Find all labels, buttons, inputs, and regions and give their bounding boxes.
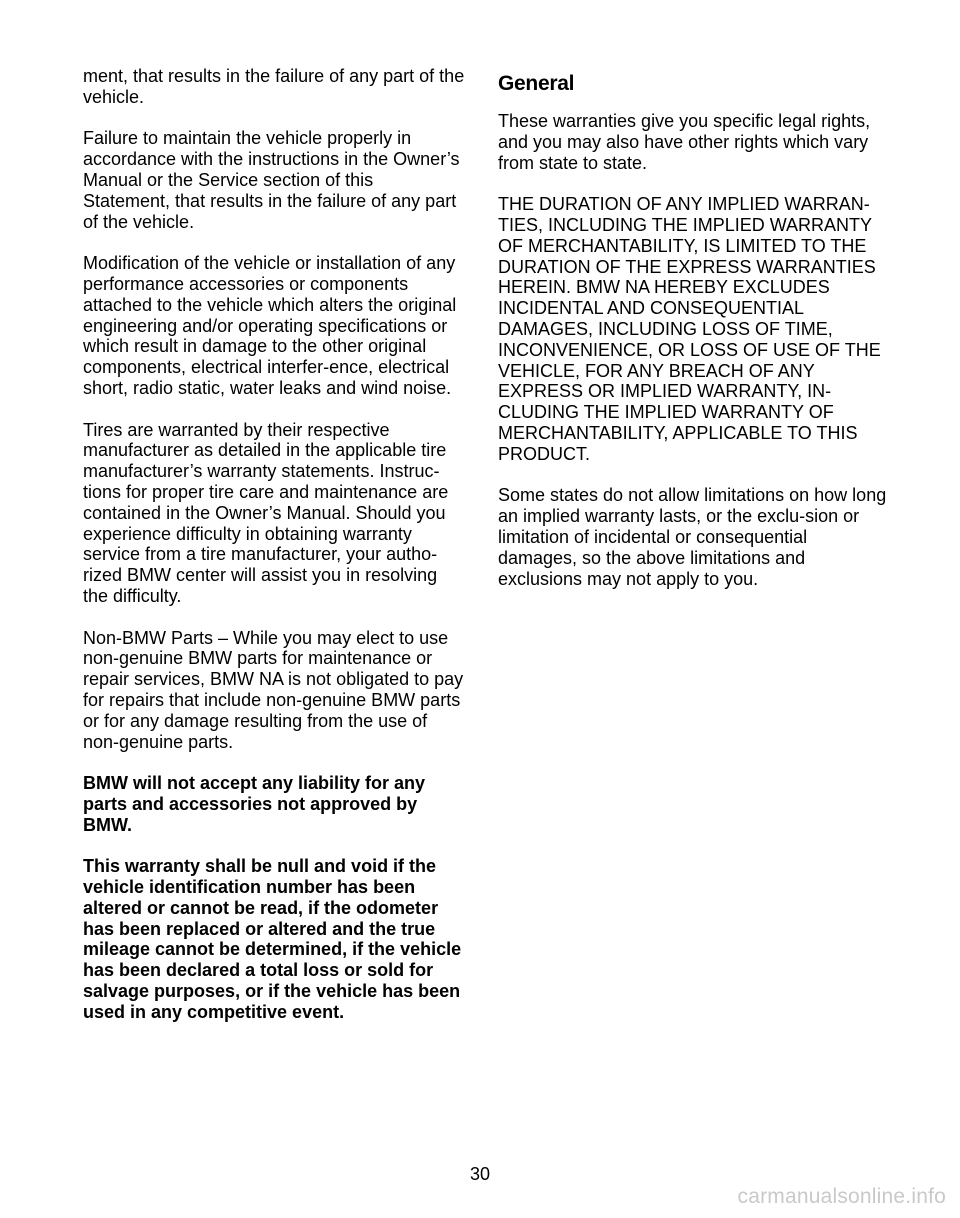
paragraph-liability-notice: BMW will not accept any liability for any parts and accessories not approved by BMW. (83, 773, 426, 835)
paragraph-void-notice: This warranty shall be null and void if the vehicle identification number has been altered or cannot be read, if the odometer has been replaced or altered and the true mileage cannot be determined, if the vehicle has been declared a total loss or sold for salvage purposes, or if the vehicle has been used in any competitive event. (83, 856, 462, 1022)
paragraph-maintenance-failure: Failure to maintain the vehicle properly in accordance with the instructions in the Owner’s Manual or the Service section of this Statement, that results in the failure of any part of the vehicle. (83, 128, 460, 232)
paragraph-modification: Modification of the vehicle or installation of any performance accessories or components attached to the vehicle which alters the original engineering and/or operating specifications or which result in damage to the other original components, electrical interfer-ence, electrical short, radio static, water leaks and wind noise. (83, 253, 457, 398)
page-number: 30 (469, 1164, 491, 1184)
paragraph-continuation: ment, that results in the failure of any part of the vehicle. (83, 66, 465, 107)
watermark: carmanualsonline.info (737, 1185, 946, 1208)
paragraph-implied-warranty-limit: THE DURATION OF ANY IMPLIED WARRAN-TIES, INCLUDING THE IMPLIED WARRANTY OF MERCHANTABILITY, IS LIMITED TO THE DURATION OF THE EXPRESS WARRANTIES HEREIN. BMW NA HEREBY EXCLUDES INCIDENTAL AND CONSEQUENTIAL DAMAGES, INCLUDING LOSS OF TIME, INCONVENIENCE, OR LOSS OF USE OF THE VEHICLE, FOR ANY BREACH OF ANY EXPRESS OR IMPLIED WARRANTY, IN-CLUDING THE IMPLIED WARRANTY OF MERCHANTABILITY, APPLICABLE TO THIS PRODUCT. (498, 194, 881, 464)
paragraph-legal-rights: These warranties give you specific legal rights, and you may also have other rights which vary from state to state. (498, 111, 871, 173)
left-column (83, 66, 465, 1043)
paragraph-state-limitations: Some states do not allow limitations on how long an implied warranty lasts, or the exclu-sion or limitation of incidental or consequential damages, so the above limitations and exclusions may not apply to you. (498, 485, 887, 589)
paragraph-tires: Tires are warranted by their respective manufacturer as detailed in the applicable tire manufacturer’s warranty statements. Instruc-tions for proper tire care and maintenance are contained in the Owner’s Manual. Should you experience difficulty in obtaining warranty service from a tire manufacturer, your autho-rized BMW center will assist you in resolving the difficulty. (83, 419, 449, 606)
right-column (498, 66, 888, 610)
paragraph-non-bmw-parts: Non-BMW Parts – While you may elect to use non-genuine BMW parts for maintenance or repair services, BMW NA is not obligated to pay for repairs that include non-genuine BMW parts or for any damage resulting from the use of non-genuine parts. (83, 627, 464, 752)
section-heading-general: General (498, 72, 575, 95)
